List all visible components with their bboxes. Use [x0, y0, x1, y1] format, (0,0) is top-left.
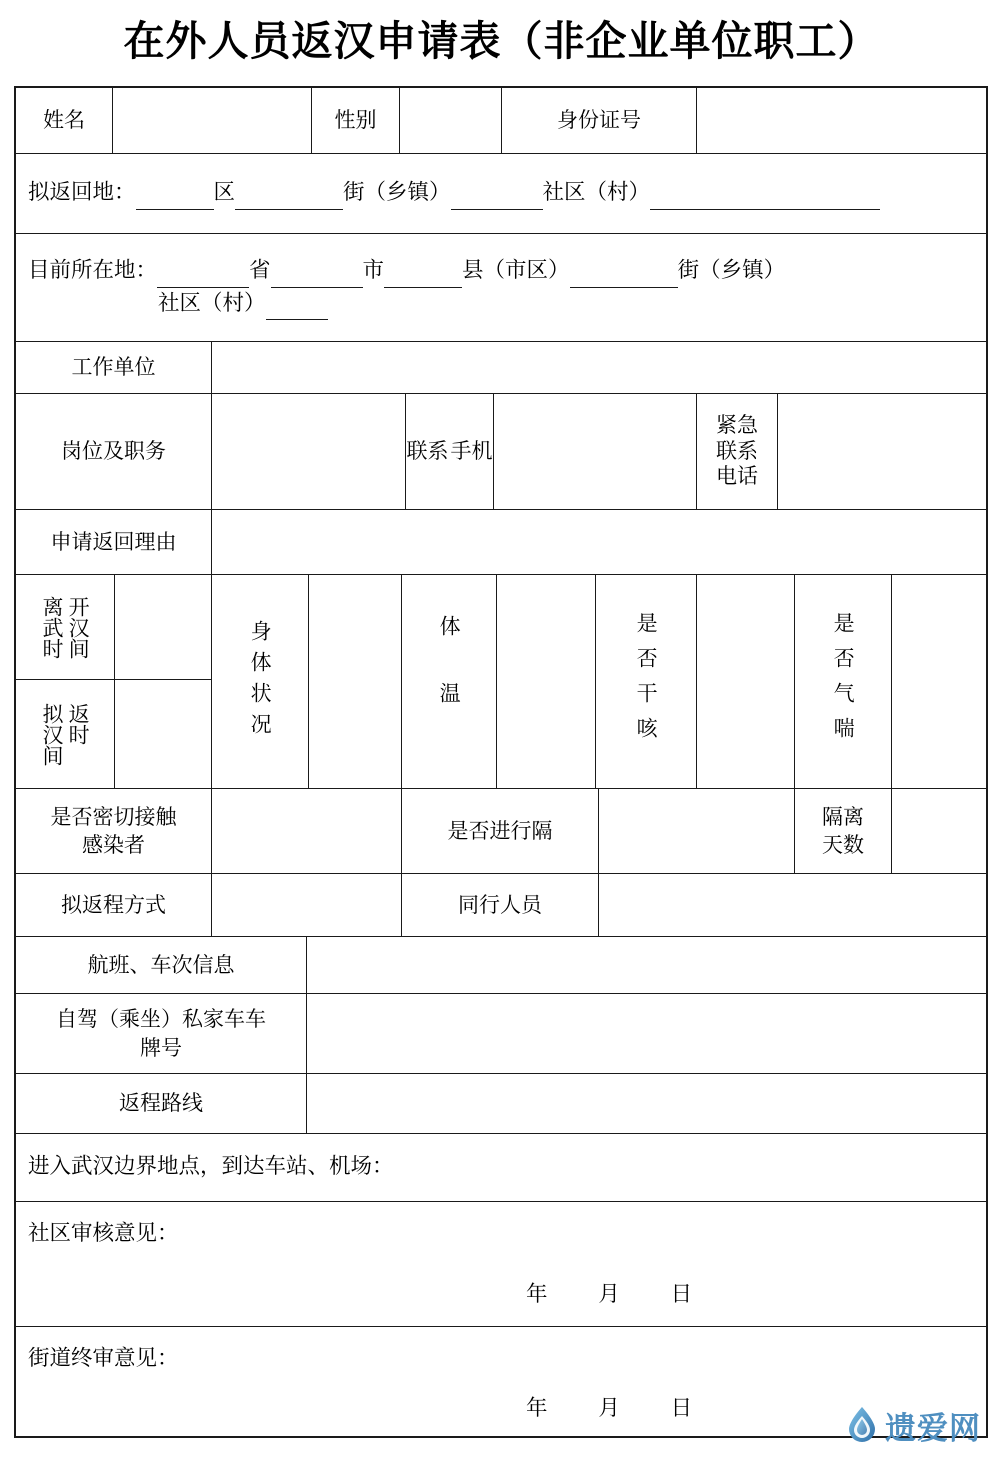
leave-time-c2-l1: 开汉间 — [66, 595, 91, 659]
return-route-value-cell[interactable] — [307, 1074, 987, 1134]
street-review-row[interactable] — [16, 1327, 987, 1440]
close-contact-label-line2: 感染者 — [82, 833, 145, 857]
wuhan-border-entry-row[interactable] — [16, 1134, 987, 1202]
current-address-prefix: 目前所在地： — [28, 258, 158, 284]
name-label-cell: 姓名 — [16, 88, 113, 154]
current-county-unit: 县（市区） — [462, 258, 570, 284]
mobile-label-col2-char1: 手机 — [450, 438, 493, 463]
return-community-blank[interactable] — [451, 186, 543, 210]
planned-return-time-value-cell[interactable] — [115, 680, 212, 789]
street-review-label: 街道终审意见： — [28, 1346, 179, 1371]
gender-value-cell[interactable] — [400, 88, 502, 154]
return-reason-value-cell[interactable] — [212, 510, 987, 575]
temperature-value-cell[interactable] — [497, 575, 596, 789]
watermark-text: 遗爱网 — [885, 1411, 981, 1447]
id-number-value-cell[interactable] — [697, 88, 987, 154]
dry-cough-value-cell[interactable] — [697, 575, 795, 789]
emergency-phone-value-cell[interactable] — [778, 394, 987, 510]
body-status-label-vertical: 身体状况 — [248, 619, 273, 744]
return-community-unit: 社区（村） — [542, 180, 651, 206]
return-address-prefix: 拟返回地： — [28, 180, 136, 206]
temperature-label-vertical: 体温 — [437, 614, 462, 749]
mobile-label-cell — [406, 394, 494, 510]
return-address-extra-blank[interactable] — [650, 186, 880, 210]
mobile-value-cell[interactable] — [494, 394, 697, 510]
emergency-phone-label-cell — [697, 394, 778, 510]
leave-wuhan-time-value-cell[interactable] — [115, 575, 212, 680]
close-contact-value-cell[interactable] — [212, 789, 402, 874]
temperature-label-cell — [402, 575, 497, 789]
current-city-blank[interactable] — [271, 264, 363, 288]
return-method-label-cell: 拟返程方式 — [16, 874, 212, 937]
quarantine-days-label-cell — [795, 789, 892, 874]
close-contact-label-line1: 是否密切接触 — [50, 804, 177, 829]
wuhan-border-entry-label: 进入武汉边界地点，到达车站、机场： — [28, 1154, 394, 1180]
body-status-value-cell[interactable] — [309, 575, 402, 789]
companions-label-cell: 同行人员 — [402, 874, 599, 937]
site-watermark — [845, 1403, 981, 1448]
private-car-plate-line1: 自驾（乘坐）私家车车 — [56, 1007, 266, 1032]
return-route-label-cell: 返程路线 — [16, 1074, 307, 1134]
close-contact-label-cell — [16, 789, 212, 874]
water-drop-logo-icon — [845, 1406, 879, 1446]
emergency-label-line2: 联系 — [716, 438, 758, 463]
current-community-blank[interactable] — [266, 296, 328, 320]
quarantine-days-line2: 天数 — [822, 833, 864, 857]
community-review-date-line[interactable]: 年 月 日 — [526, 1282, 715, 1307]
mobile-label-vertical — [407, 439, 493, 465]
return-district-unit: 区 — [213, 180, 236, 206]
shortness-breath-label-vertical: 是否气喘 — [831, 611, 856, 752]
position-label-cell: 岗位及职务 — [16, 394, 212, 510]
return-street-blank[interactable] — [235, 186, 343, 210]
planned-return-time-label-cell — [16, 680, 115, 789]
mobile-label-col1-char1: 联系 — [406, 438, 449, 463]
return-address-row[interactable] — [16, 154, 987, 234]
planned-return-time-vertical — [40, 703, 90, 766]
position-value-cell[interactable] — [212, 394, 406, 510]
work-unit-value-cell[interactable] — [212, 342, 987, 394]
return-time-c1-l1: 拟汉间 — [40, 702, 64, 766]
current-city-unit: 市 — [362, 258, 385, 284]
id-number-label-cell: 身份证号 — [502, 88, 697, 154]
leave-wuhan-time-vertical — [40, 596, 90, 659]
flight-train-info-value-cell[interactable] — [307, 937, 987, 994]
street-review-date-line[interactable]: 年 月 日 — [526, 1396, 715, 1421]
community-review-label: 社区审核意见： — [28, 1221, 179, 1246]
quarantine-days-value-cell[interactable] — [892, 789, 987, 874]
private-car-plate-label-cell — [16, 994, 307, 1074]
return-time-c2-l1: 返时 — [66, 702, 91, 745]
quarantine-label-cell: 是否进行隔 — [402, 789, 599, 874]
emergency-label-line3: 电话 — [716, 464, 758, 489]
emergency-label-line1: 紧急 — [716, 413, 758, 438]
dry-cough-label-cell — [596, 575, 697, 789]
name-value-cell[interactable] — [113, 88, 312, 154]
shortness-breath-value-cell[interactable] — [892, 575, 987, 789]
work-unit-label-cell: 工作单位 — [16, 342, 212, 394]
leave-wuhan-time-label-cell — [16, 575, 115, 680]
return-district-blank[interactable] — [136, 186, 214, 210]
current-street-blank[interactable] — [570, 264, 678, 288]
current-address-row[interactable] — [16, 234, 987, 342]
quarantine-days-line1: 隔离 — [822, 804, 864, 829]
current-county-blank[interactable] — [384, 264, 462, 288]
body-status-label-cell — [212, 575, 309, 789]
current-street-unit: 街（乡镇） — [677, 258, 786, 284]
return-reason-label-cell: 申请返回理由 — [16, 510, 212, 575]
page-title: 在外人员返汉申请表（非企业单位职工） — [123, 17, 880, 65]
return-street-unit: 街（乡镇） — [343, 180, 451, 206]
current-province-blank[interactable] — [157, 264, 249, 288]
return-method-value-cell[interactable] — [212, 874, 402, 937]
current-province-unit: 省 — [249, 258, 271, 284]
flight-train-info-label-cell: 航班、车次信息 — [16, 937, 307, 994]
dry-cough-label-vertical: 是否干咳 — [634, 611, 659, 752]
private-car-plate-line2: 牌号 — [140, 1035, 182, 1060]
current-community-unit: 社区（村） — [158, 290, 266, 316]
gender-label-cell: 性别 — [312, 88, 400, 154]
emergency-phone-label-vertical — [716, 413, 758, 490]
shortness-breath-label-cell — [795, 575, 892, 789]
leave-time-c1-l1: 离武时 — [40, 595, 64, 659]
quarantine-value-cell[interactable] — [599, 789, 795, 874]
application-form-table — [14, 86, 988, 1438]
private-car-plate-value-cell[interactable] — [307, 994, 987, 1074]
community-review-row[interactable] — [16, 1202, 987, 1327]
companions-value-cell[interactable] — [599, 874, 987, 937]
